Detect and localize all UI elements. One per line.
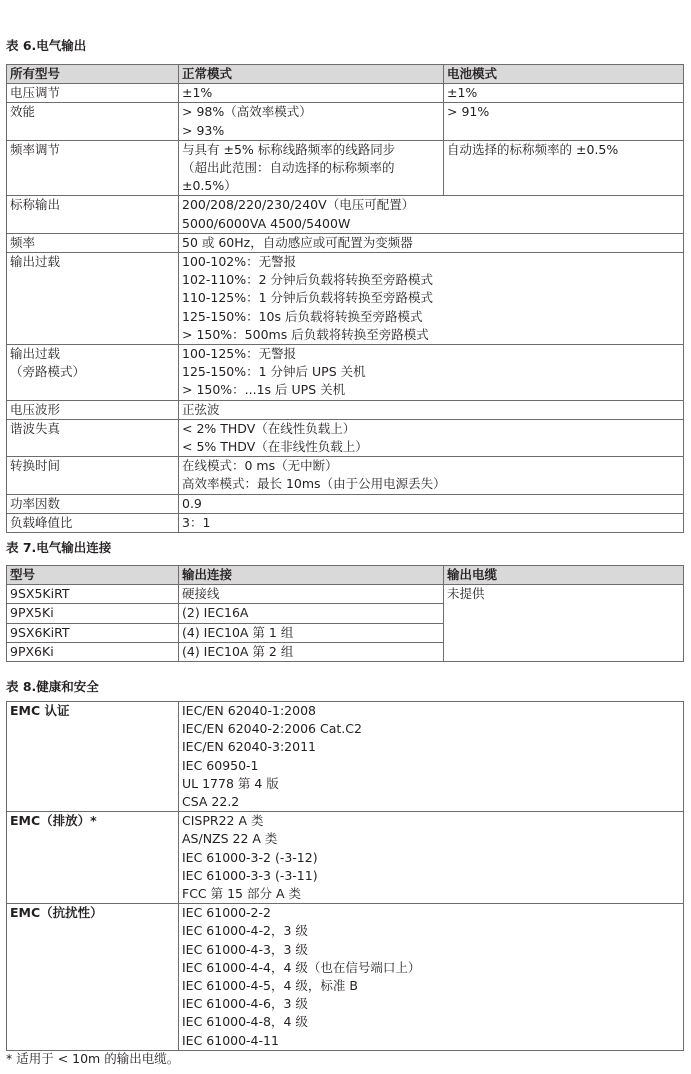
output-cable-cell (444, 585, 684, 662)
cell-line: 所有型号 (10, 66, 61, 81)
cell-line: IEC 61000-4-5，4 级，标准 B (182, 978, 358, 994)
normal-mode-value (179, 84, 444, 103)
normal-mode-value (179, 103, 444, 140)
cell-line: (2) IEC16A (182, 605, 249, 621)
table-row (7, 140, 684, 196)
cell-line: (4) IEC10A 第 1 组 (182, 624, 294, 640)
row-value (179, 400, 684, 419)
table-row (7, 904, 684, 1051)
row-value (179, 419, 684, 456)
battery-mode-value (444, 140, 684, 196)
cell-line: 在线模式：0 ms（无中断） (182, 458, 338, 474)
cell-line: 负载峰值比 (10, 514, 73, 530)
row-label (7, 233, 179, 252)
cell-line: 110-125%：1 分钟后负载将转换至旁路模式 (182, 290, 434, 306)
model-cell (7, 604, 179, 623)
cell-line: 与具有 ±5% 标称线路频率的线路同步 (182, 141, 396, 157)
cell-line: 125-150%：1 分钟后 UPS 关机 (182, 364, 366, 380)
table-row (7, 494, 684, 513)
cell-line: EMC 认证 (10, 703, 70, 718)
cell-line: 5000/6000VA 4500/5400W (182, 215, 351, 231)
cell-line: > 150%：...1s 后 UPS 关机 (182, 382, 346, 398)
cell-line: 输出过载 (10, 346, 61, 362)
row-label (7, 84, 179, 103)
row-label (7, 513, 179, 532)
cell-line: IEC 61000-4-8，4 级 (182, 1014, 308, 1030)
row-label (7, 140, 179, 196)
cell-line: 频率 (10, 234, 36, 250)
row-label (7, 457, 179, 494)
cell-line: 50 或 60Hz，自动感应或可配置为变频器 (182, 234, 413, 250)
cell-line: 输出连接 (182, 567, 233, 582)
row-value (179, 233, 684, 252)
table-row (7, 233, 684, 252)
connection-cell (179, 585, 444, 604)
footnote: * 适用于 < 10m 的输出电缆。 (6, 1051, 180, 1066)
cell-line: 3：1 (182, 514, 211, 530)
cell-line: （超出此范围：自动选择的标称频率的 (182, 160, 395, 176)
cell-line: EMC（抗扰性） (10, 905, 103, 921)
table8-health-safety (6, 701, 684, 1051)
cell-line: 功率因数 (10, 495, 61, 511)
table-header-row (7, 566, 684, 585)
column-header (7, 65, 179, 84)
standard-category (7, 812, 179, 904)
cell-line: IEC 61000-4-3，3 级 (182, 941, 308, 957)
cell-line: 标称输出 (10, 197, 61, 213)
cell-line: 高效率模式：最长 10ms（由于公用电源丢失） (182, 476, 446, 492)
column-header (444, 65, 684, 84)
cell-line: > 93% (182, 122, 225, 138)
cell-line: 9SX5KiRT (10, 586, 70, 602)
cell-line: 正弦波 (182, 401, 220, 417)
cell-line: 型号 (10, 567, 36, 582)
cell-line: < 2% THDV（在线性负载上） (182, 420, 356, 436)
column-header (444, 566, 684, 585)
cell-line: ±0.5%） (182, 178, 237, 194)
cell-line: IEC 61000-4-2，3 级 (182, 923, 308, 939)
cell-line: IEC 60950-1 (182, 757, 259, 773)
table-row (7, 253, 684, 345)
row-value (179, 457, 684, 494)
row-label (7, 419, 179, 456)
cell-line: IEC 61000-2-2 (182, 905, 271, 921)
cell-line: 200/208/220/230/240V（电压可配置） (182, 197, 415, 213)
cell-line: CSA 22.2 (182, 794, 240, 810)
cell-line: 电压调节 (10, 85, 61, 101)
cell-line: 100-125%：无警报 (182, 346, 297, 362)
column-header (7, 566, 179, 585)
table8-caption: 表 8.健康和安全 (6, 679, 99, 694)
cell-line: IEC 61000-4-4，4 级（也在信号端口上） (182, 959, 421, 975)
cell-line: 102-110%：2 分钟后负载将转换至旁路模式 (182, 272, 434, 288)
cell-line: IEC/EN 62040-3:2011 (182, 739, 316, 755)
cell-line: 9PX6Ki (10, 643, 54, 659)
cell-line: AS/NZS 22 A 类 (182, 831, 278, 847)
row-value (179, 494, 684, 513)
cell-line: 100-102%：无警报 (182, 254, 297, 270)
cell-line: 谐波失真 (10, 420, 61, 436)
table-row (7, 585, 684, 604)
cell-line: EMC（排放）* (10, 813, 97, 829)
cell-line: 频率调节 (10, 141, 61, 157)
table7-output-connections (6, 565, 684, 662)
table-row (7, 103, 684, 140)
cell-line: 转换时间 (10, 458, 61, 474)
table6-electrical-output (6, 64, 684, 533)
table-row (7, 457, 684, 494)
table-row (7, 702, 684, 812)
row-label (7, 253, 179, 345)
table-row (7, 84, 684, 103)
cell-line: IEC 61000-3-3 (-3-11) (182, 867, 318, 883)
row-label (7, 494, 179, 513)
cell-line: > 91% (447, 104, 490, 120)
cell-line: 电池模式 (447, 66, 498, 81)
table-header-row (7, 65, 684, 84)
column-header (179, 566, 444, 585)
cell-line: IEC 61000-3-2 (-3-12) (182, 849, 318, 865)
cell-line: （旁路模式） (10, 364, 86, 380)
model-cell (7, 623, 179, 642)
cell-line: IEC 61000-4-6，3 级 (182, 996, 308, 1012)
table-row (7, 513, 684, 532)
row-label (7, 196, 179, 233)
table6-caption: 表 6.电气输出 (6, 38, 87, 53)
connection-cell (179, 642, 444, 661)
cell-line: 输出电缆 (447, 567, 498, 582)
model-cell (7, 585, 179, 604)
connection-cell (179, 623, 444, 642)
cell-line: IEC/EN 62040-2:2006 Cat.C2 (182, 721, 362, 737)
row-value (179, 513, 684, 532)
cell-line: 9SX6KiRT (10, 624, 70, 640)
standard-category (7, 702, 179, 812)
cell-line: 0.9 (182, 495, 202, 511)
normal-mode-value (179, 140, 444, 196)
cell-line: 电压波形 (10, 401, 61, 417)
cell-line: 效能 (10, 104, 36, 120)
standard-list (179, 702, 684, 812)
column-header (179, 65, 444, 84)
row-value (179, 196, 684, 233)
standard-list (179, 904, 684, 1051)
row-value (179, 345, 684, 401)
model-cell (7, 642, 179, 661)
cell-line: ±1% (447, 85, 478, 101)
row-label (7, 400, 179, 419)
cell-line: UL 1778 第 4 版 (182, 775, 279, 791)
cell-line: FCC 第 15 部分 A 类 (182, 886, 301, 902)
cell-line: 9PX5Ki (10, 605, 54, 621)
cell-line: > 98%（高效率模式） (182, 104, 312, 120)
cell-line: > 150%：500ms 后负载将转换至旁路模式 (182, 326, 429, 342)
cell-line: (4) IEC10A 第 2 组 (182, 643, 294, 659)
battery-mode-value (444, 103, 684, 140)
table-row (7, 419, 684, 456)
cell-line: < 5% THDV（在非线性负载上） (182, 439, 368, 455)
standard-list (179, 812, 684, 904)
row-value (179, 253, 684, 345)
cell-line: ±1% (182, 85, 213, 101)
table-row (7, 196, 684, 233)
cell-line: IEC/EN 62040-1:2008 (182, 703, 316, 718)
table-row (7, 345, 684, 401)
table7-caption: 表 7.电气输出连接 (6, 540, 112, 555)
cell-line: 正常模式 (182, 66, 233, 81)
connection-cell (179, 604, 444, 623)
cell-line: 未提供 (447, 586, 485, 602)
cell-line: CISPR22 A 类 (182, 813, 264, 829)
cell-line: 自动选择的标称频率的 ±0.5% (447, 141, 619, 157)
standard-category (7, 904, 179, 1051)
row-label (7, 103, 179, 140)
table-row (7, 400, 684, 419)
battery-mode-value (444, 84, 684, 103)
row-label (7, 345, 179, 401)
cell-line: 125-150%：10s 后负载将转换至旁路模式 (182, 308, 423, 324)
cell-line: 输出过载 (10, 254, 61, 270)
table-row (7, 812, 684, 904)
cell-line: 硬接线 (182, 586, 220, 602)
cell-line: IEC 61000-4-11 (182, 1032, 279, 1048)
